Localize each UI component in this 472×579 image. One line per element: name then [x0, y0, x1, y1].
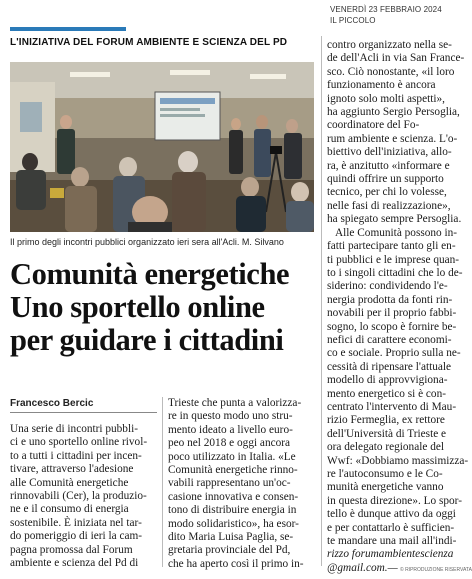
text-line: mento energetico si è con-	[327, 387, 446, 400]
text-line: funzionamento è ancora	[327, 79, 436, 92]
text-line: de dell'Acli in via San France-	[327, 52, 465, 65]
text-line: tello è dunque attivo da oggi	[327, 508, 456, 521]
text-line: rinnovabili (Cer), la produzio-	[10, 490, 147, 503]
article-photo	[10, 62, 314, 232]
byline: Francesco Bercic	[10, 398, 94, 409]
text-line: ra, è anzitutto «informare e	[327, 159, 450, 172]
text-line: gretaria provinciale del Pd,	[168, 544, 291, 557]
text-line: co e sociale. Proprio sulla ne-	[327, 347, 461, 360]
byline-rule	[10, 412, 157, 413]
text-line: quindi offrire un supporto	[327, 173, 444, 186]
text-line: e per contattarlo è sufficien-	[327, 521, 455, 534]
text-line: nelle fasi di realizzazione»,	[327, 199, 451, 212]
kicker: L'INIZIATIVA DEL FORUM AMBIENTE E SCIENZA DEL PD	[10, 37, 288, 48]
text-line: tono di distribuire energia in	[168, 504, 297, 517]
text-line: siderino: condividendo l'e-	[327, 280, 448, 293]
headline-line: Uno sportello online	[10, 290, 265, 324]
text-line: sogno, lo scopo è fornire be-	[327, 320, 457, 333]
text-line: ha spiegato sempre Persoglia.	[327, 213, 462, 226]
text-line: nefici di carattere economi-	[327, 333, 452, 346]
text-line: modello di approvvigiona-	[327, 374, 448, 387]
text-line: do pomeriggio di ieri la cam-	[10, 530, 143, 543]
text-line: ci e uno sportello online rivol-	[10, 436, 148, 449]
column-divider	[321, 36, 322, 566]
text-line: modo solidaristico», ha esor-	[168, 517, 299, 530]
text-line: to a tutti i cittadini per incen-	[10, 449, 142, 462]
text-line: te mandare una mail all'indi-	[327, 535, 457, 548]
text-line: rizio Fermeglia, ex rettore	[327, 414, 445, 427]
newspaper-name: IL PICCOLO	[330, 16, 376, 25]
text-line: ha aggiunto Sergio Persoglia,	[327, 106, 460, 119]
text-line: che ha aperto così il primo in-	[168, 557, 304, 570]
headline-line: Comunità energetiche	[10, 257, 290, 291]
text-line: Alle Comunità possono in-	[335, 226, 458, 239]
text-line: pagna promossa dal Forum	[10, 543, 133, 556]
text-line: ambiente e scienza del Pd di	[10, 557, 139, 570]
headline	[10, 258, 315, 357]
text-line: dito Maria Luisa Paglia, se-	[168, 531, 294, 544]
text-line: re l'autoconsumo e le Co-	[327, 468, 443, 480]
text-line: Trieste che punta a valorizza-	[168, 397, 302, 409]
text-line: tivare, attraverso l'adesione	[10, 463, 134, 476]
text-line: @gmail.com.—	[327, 561, 398, 574]
text-line: ora delegato regionale del	[327, 441, 444, 454]
dateline	[330, 4, 470, 26]
issue-date: VENERDÌ 23 FEBBRAIO 2024	[330, 5, 442, 14]
text-line: ti pubblici e le imprese quan-	[327, 253, 460, 266]
text-line: ignoto solo molti aspetti»,	[327, 92, 445, 105]
text-line: re in questo modo uno stru-	[168, 410, 293, 423]
column-divider	[162, 397, 163, 567]
article-column-2	[168, 397, 318, 571]
text-line: vabili rappresentano un'oc-	[168, 477, 291, 490]
text-line: alle Comunità energetiche	[10, 476, 129, 489]
text-line: Comunità energetiche rinno-	[168, 464, 298, 477]
text-line: novabili per il proprio fabbi-	[327, 307, 457, 320]
text-line: to i singoli cittadini che lo de-	[327, 266, 463, 279]
section-rule	[10, 27, 126, 31]
text-line: cessità di ripensare l'attuale	[327, 360, 452, 373]
text-line: rizzo forumambientescienza	[327, 548, 454, 561]
text-line: fatti partecipare tanto gli en-	[327, 240, 456, 253]
text-line: nergia prodotta da fonti rin-	[327, 293, 453, 306]
text-line: poco utilizzato in Italia. «Le	[168, 450, 296, 463]
text-line: dell'Università di Trieste e	[327, 427, 447, 440]
text-line: ne e il consumo di energia	[10, 503, 129, 516]
article-column-1	[10, 423, 158, 570]
text-line: casione innovativa e consen-	[168, 490, 299, 503]
text-line: in questa direzione». Lo spor-	[327, 494, 462, 507]
text-line: peo nel 2018 e oggi ancora	[168, 437, 291, 450]
text-line: Wwf: «Dobbiamo massimizza-	[327, 454, 469, 467]
text-line: coordinatore del Fo-	[327, 119, 420, 132]
text-line: Una serie di incontri pubbli-	[10, 423, 139, 435]
text-line: biettivo dell'iniziativa, allo-	[327, 146, 452, 159]
article-column-3	[327, 39, 472, 575]
text-line: sostenibile. È iniziata nel tar-	[10, 516, 142, 529]
text-line: centrato l'intervento di Mau-	[327, 400, 457, 413]
text-line: rum ambiente e scienza. L'o-	[327, 132, 458, 145]
text-line: munità energetiche vanno	[327, 481, 444, 494]
photo-caption: Il primo degli incontri pubblici organizzato ieri sera all'Acli. M. Silvano	[10, 237, 284, 247]
text-line: mento ideato a livello euro-	[168, 423, 293, 436]
headline-line: per guidare i cittadini	[10, 323, 284, 357]
copyright-notice: © RIPRODUZIONE RISERVATA	[400, 567, 472, 573]
text-line: contro organizzato nella se-	[327, 39, 452, 51]
text-line: sco. Ciò nonostante, «il loro	[327, 65, 455, 78]
text-line: tecnico, per chi lo volesse,	[327, 186, 447, 199]
